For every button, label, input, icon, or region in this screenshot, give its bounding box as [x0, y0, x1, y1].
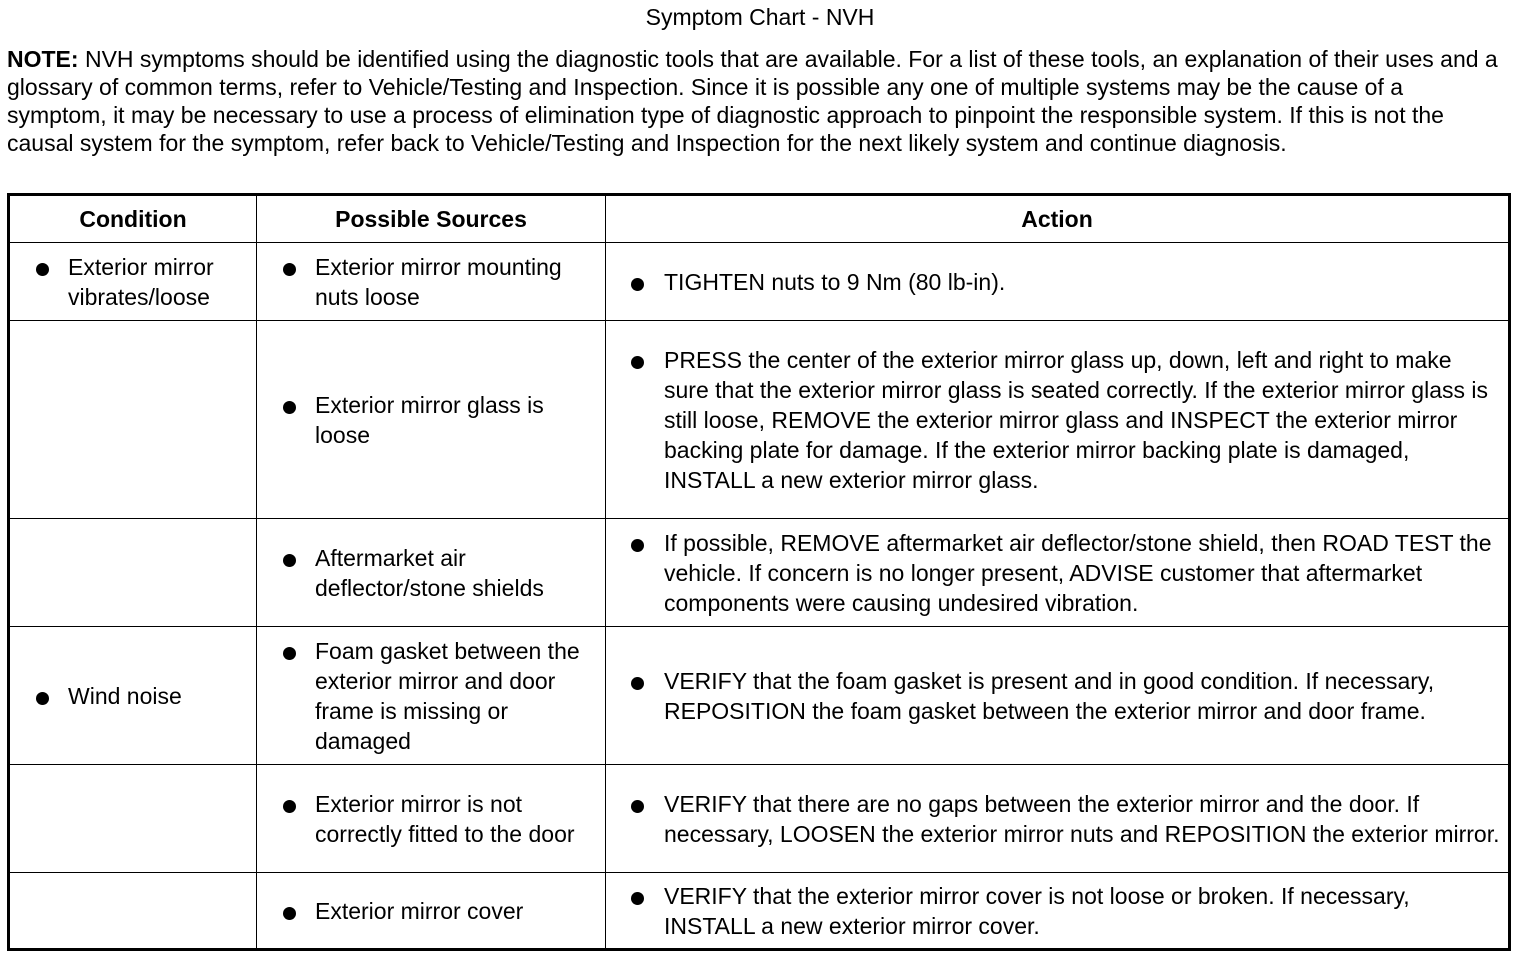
condition-text: Wind noise: [68, 682, 182, 709]
action-entry: [606, 666, 1508, 726]
source-text: Exterior mirror cover: [315, 897, 524, 924]
source-cell: [257, 321, 606, 519]
action-cell: [606, 243, 1510, 321]
table-row: [9, 243, 1510, 321]
source-text: Aftermarket air deflector/stone shields: [315, 544, 544, 601]
table-row: [9, 765, 1510, 873]
source-entry: [257, 390, 605, 450]
source-text: Foam gasket between the exterior mirror and door frame is missing or damaged: [315, 637, 580, 754]
bullet-icon: [631, 356, 644, 369]
source-entry: [257, 252, 605, 312]
action-cell: [606, 765, 1510, 873]
action-entry: [606, 345, 1508, 495]
bullet-icon: [283, 907, 296, 920]
source-entry: [257, 896, 605, 926]
bullet-icon: [631, 677, 644, 690]
bullet-icon: [283, 800, 296, 813]
note-text: NVH symptoms should be identified using the diagnostic tools that are available. For a list of these tools, an explanation of their uses and a glossary of common terms, refer to Vehicle/Testing and Inspection. Since it is possible any one of multiple systems may be the cause of a symptom, it may be necessary to use a process of elimination type of diagnostic approach to pinpoint the responsible system. If this is not the causal system for the symptom, refer back to Vehicle/Testing and Inspection for the next likely system and continue diagnosis.: [7, 46, 1498, 156]
bullet-icon: [631, 800, 644, 813]
header-possible-sources: Possible Sources: [257, 195, 606, 243]
condition-cell: [9, 519, 257, 627]
bullet-icon: [283, 263, 296, 276]
action-text: VERIFY that the exterior mirror cover is not loose or broken. If necessary, INSTALL a new exterior mirror cover.: [664, 882, 1410, 939]
source-cell: [257, 519, 606, 627]
condition-cell: [9, 873, 257, 950]
action-cell: [606, 873, 1510, 950]
note-paragraph: [7, 45, 1507, 157]
bullet-icon: [36, 263, 49, 276]
source-text: Exterior mirror mounting nuts loose: [315, 253, 562, 310]
action-entry: [606, 267, 1508, 297]
condition-cell: [9, 765, 257, 873]
bullet-icon: [36, 692, 49, 705]
note-label: NOTE:: [7, 46, 79, 72]
table-row: [9, 321, 1510, 519]
page-title: Symptom Chart - NVH: [645, 4, 875, 30]
condition-cell: [9, 243, 257, 321]
source-cell: [257, 627, 606, 765]
action-text: If possible, REMOVE aftermarket air deflector/stone shield, then ROAD TEST the vehicle. If concern is no longer present, ADVISE customer that aftermarket components were causing undesired vibration.: [664, 529, 1492, 616]
header-condition: Condition: [9, 195, 257, 243]
action-text: PRESS the center of the exterior mirror glass up, down, left and right to make sure that the exterior mirror glass is seated correctly. If the exterior mirror glass is still loose, REMOVE the exterior mirror glass and INSPECT the exterior mirror backing plate for damage. If the exterior mirror backing plate is damaged, INSTALL a new exterior mirror glass.: [664, 346, 1489, 493]
source-entry: [257, 636, 605, 756]
action-text: VERIFY that the foam gasket is present and in good condition. If necessary, REPOSITION the foam gasket between the exterior mirror and door frame.: [664, 667, 1435, 724]
bullet-icon: [631, 539, 644, 552]
source-cell: [257, 765, 606, 873]
table-header-row: [9, 195, 1510, 243]
table-row: [9, 519, 1510, 627]
bullet-icon: [631, 278, 644, 291]
condition-entry: [10, 252, 256, 312]
source-cell: [257, 873, 606, 950]
action-cell: [606, 519, 1510, 627]
table-row: [9, 627, 1510, 765]
condition-text: Exterior mirror vibrates/loose: [68, 253, 214, 310]
header-action: Action: [606, 195, 1510, 243]
action-entry: [606, 789, 1508, 849]
bullet-icon: [283, 647, 296, 660]
source-cell: [257, 243, 606, 321]
source-entry: [257, 543, 605, 603]
action-text: TIGHTEN nuts to 9 Nm (80 lb-in).: [664, 268, 1006, 295]
source-text: Exterior mirror is not correctly fitted to the door: [315, 790, 575, 847]
table-row: [9, 873, 1510, 950]
action-entry: [606, 881, 1508, 941]
condition-entry: [10, 681, 256, 711]
source-entry: [257, 789, 605, 849]
action-entry: [606, 528, 1508, 618]
source-text: Exterior mirror glass is loose: [315, 391, 544, 448]
action-cell: [606, 627, 1510, 765]
condition-cell: [9, 627, 257, 765]
action-text: VERIFY that there are no gaps between the exterior mirror and the door. If necessary, LOOSEN the exterior mirror nuts and REPOSITION the exterior mirror.: [664, 790, 1500, 847]
bullet-icon: [283, 401, 296, 414]
bullet-icon: [631, 892, 644, 905]
bullet-icon: [283, 554, 296, 567]
condition-cell: [9, 321, 257, 519]
symptom-chart-table: [7, 193, 1511, 951]
action-cell: [606, 321, 1510, 519]
